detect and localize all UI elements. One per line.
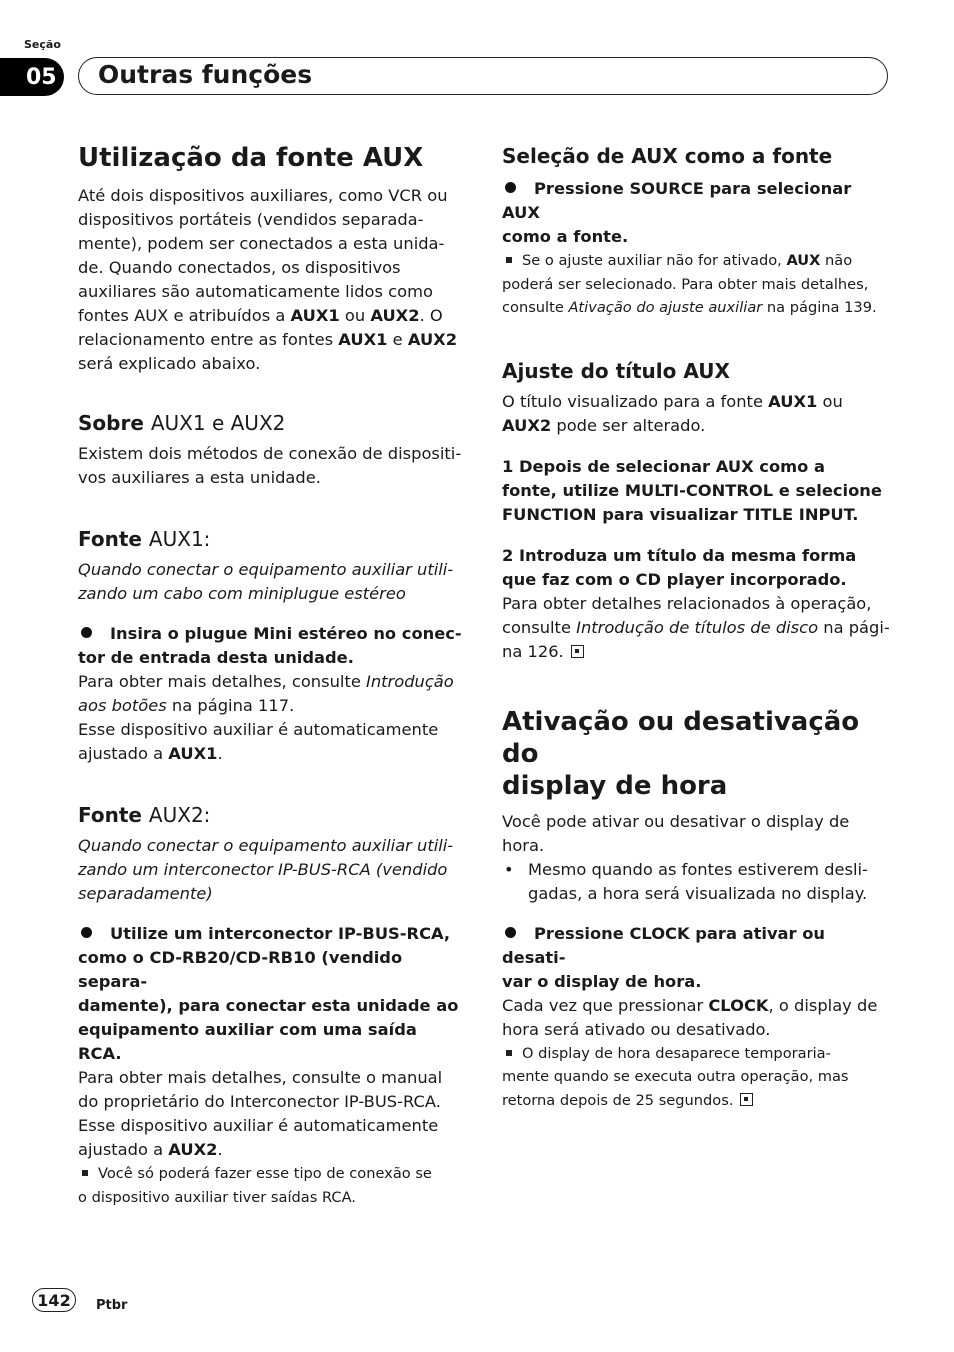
page-number: 142 [32,1288,76,1312]
fonte-aux2-text: Para obter mais detalhes, consulte o manual [78,1068,443,1087]
titulo-step-1: fonte, utilize MULTI-CONTROL e selecione [502,480,882,500]
fonte-aux2-step: como o CD-RB20/CD-RB10 (vendido separa- [78,948,403,991]
fonte-aux2-step: damente), para conectar esta unidade ao [78,996,459,1015]
selecao-step: Pressione SOURCE para selecionar AUX [502,179,852,222]
intro-line: mente), podem ser conectados a esta unida- [78,234,445,253]
intro-line: auxiliares são automaticamente lidos como [78,282,433,301]
fonte-aux1-subtitle: Quando conectar o equipamento auxiliar utili- [78,560,454,579]
fonte-aux2-step: Utilize um interconector IP-BUS-RCA, [78,922,466,946]
note-square-icon [506,1050,512,1056]
heading-titulo: Ajuste do título AUX [502,358,730,383]
intro-line: será explicado abaixo. [78,354,261,373]
clock-text: Você pode ativar ou desativar o display de [502,811,850,831]
intro-line: relacionamento entre as fontes AUX1 e AUX2 [78,330,458,349]
titulo-step-2-text: na 126. [502,640,890,664]
fonte-aux2-note: o dispositivo auxiliar tiver saídas RCA. [78,1188,356,1206]
bullet-dot-icon [505,182,516,193]
heading-selecao: Seleção de AUX como a fonte [502,144,833,168]
heading-clock: Ativação ou desativação do display de hora [502,706,860,801]
fonte-aux2-step: equipamento auxiliar com uma saída RCA. [78,1020,417,1063]
sobre-text: Existem dois métodos de conexão de dispositi- [78,444,462,463]
titulo-step-2-text: Para obter detalhes relacionados à operação, [502,593,872,613]
intro-line: fontes AUX e atribuídos a AUX1 ou AUX2. O [78,306,443,325]
right-column [502,138,890,1112]
fonte-aux2-subtitle: zando um interconector IP-BUS-RCA (vendido [78,860,448,879]
fonte-aux2-subtitle: Quando conectar o equipamento auxiliar utili- [78,836,454,855]
titulo-step-2: 2 Introduza um título da mesma forma [502,545,857,565]
intro-line: de. Quando conectados, os dispositivos [78,258,401,277]
clock-text: hora será ativado ou desativado. [502,1019,771,1039]
heading-aux: Utilização da fonte AUX [78,143,424,173]
fonte-aux2-subtitle: separadamente) [78,884,213,903]
fonte-aux1-text: ajustado a AUX1. [78,744,223,763]
fonte-aux1-step: Insira o plugue Mini estéreo no conec- [78,622,466,646]
note-square-icon [506,257,512,263]
bullet-dot-icon [81,927,92,938]
intro-line: Até dois dispositivos auxiliares, como VCR ou [78,186,448,205]
note-square-icon [82,1170,88,1176]
selecao-note: consulte Ativação do ajuste auxiliar na página 139. [502,299,877,316]
fonte-aux2-text: do proprietário do Interconector IP-BUS-RCA. [78,1092,441,1111]
selecao-note: poderá ser selecionado. Para obter mais detalhes, [502,275,869,293]
titulo-text: O título visualizado para a fonte AUX1 ou [502,391,843,411]
titulo-step-2: que faz com o CD player incorporado. [502,569,847,589]
fonte-aux2-text: Esse dispositivo auxiliar é automaticamente [78,1116,439,1135]
heading-sobre: Sobre AUX1 e AUX2 [78,411,286,435]
clock-step: Pressione CLOCK para ativar ou desati- [502,923,826,967]
bullet-dot-icon [81,627,92,638]
titulo-step-1: 1 Depois de selecionar AUX como a [502,456,825,476]
titulo-step-2-text: consulte Introdução de títulos de disco na pági- [502,617,890,637]
clock-note: retorna depois de 25 segundos. [502,1089,890,1113]
end-mark-icon [740,1093,753,1106]
fonte-aux1-text: Esse dispositivo auxiliar é automaticamente [78,720,439,739]
section-label: Seção [24,38,61,51]
titulo-text: AUX2 pode ser alterado. [502,415,706,435]
selecao-step: como a fonte. [502,227,629,246]
bullet-dot-icon [505,927,516,938]
clock-bullet: gadas, a hora será visualizada no display. [528,883,868,903]
heading-fonte-aux2: Fonte AUX2: [78,803,211,827]
section-number-badge: 05 [0,58,64,96]
language-code: Ptbr [96,1298,128,1313]
sobre-text: vos auxiliares a esta unidade. [78,468,321,487]
clock-note: mente quando se executa outra operação, mas [502,1068,849,1085]
left-column [78,138,466,1209]
fonte-aux2-note: Você só poderá fazer esse tipo de conexão se [78,1162,466,1186]
fonte-aux1-subtitle: zando um cabo com miniplugue estéreo [78,584,406,603]
fonte-aux1-text: aos botões na página 117. [78,696,295,715]
end-mark-icon [571,645,584,658]
intro-line: dispositivos portáteis (vendidos separada- [78,210,424,229]
clock-text: hora. [502,835,545,855]
clock-note: O display de hora desaparece temporaria- [502,1042,890,1066]
clock-bullet: • Mesmo quando as fontes estiverem desli- [504,859,868,879]
selecao-note: Se o ajuste auxiliar não for ativado, AUX não [502,249,890,273]
heading-fonte-aux1: Fonte AUX1: [78,527,211,551]
clock-step: var o display de hora. [502,971,702,991]
titulo-step-1: FUNCTION para visualizar TITLE INPUT. [502,504,859,524]
clock-text: Cada vez que pressionar CLOCK, o display de [502,995,878,1015]
fonte-aux1-text: Para obter mais detalhes, consulte Introdução [78,672,454,691]
fonte-aux1-step: tor de entrada desta unidade. [78,648,354,667]
fonte-aux2-text: ajustado a AUX2. [78,1140,223,1159]
section-title: Outras funções [98,60,313,89]
